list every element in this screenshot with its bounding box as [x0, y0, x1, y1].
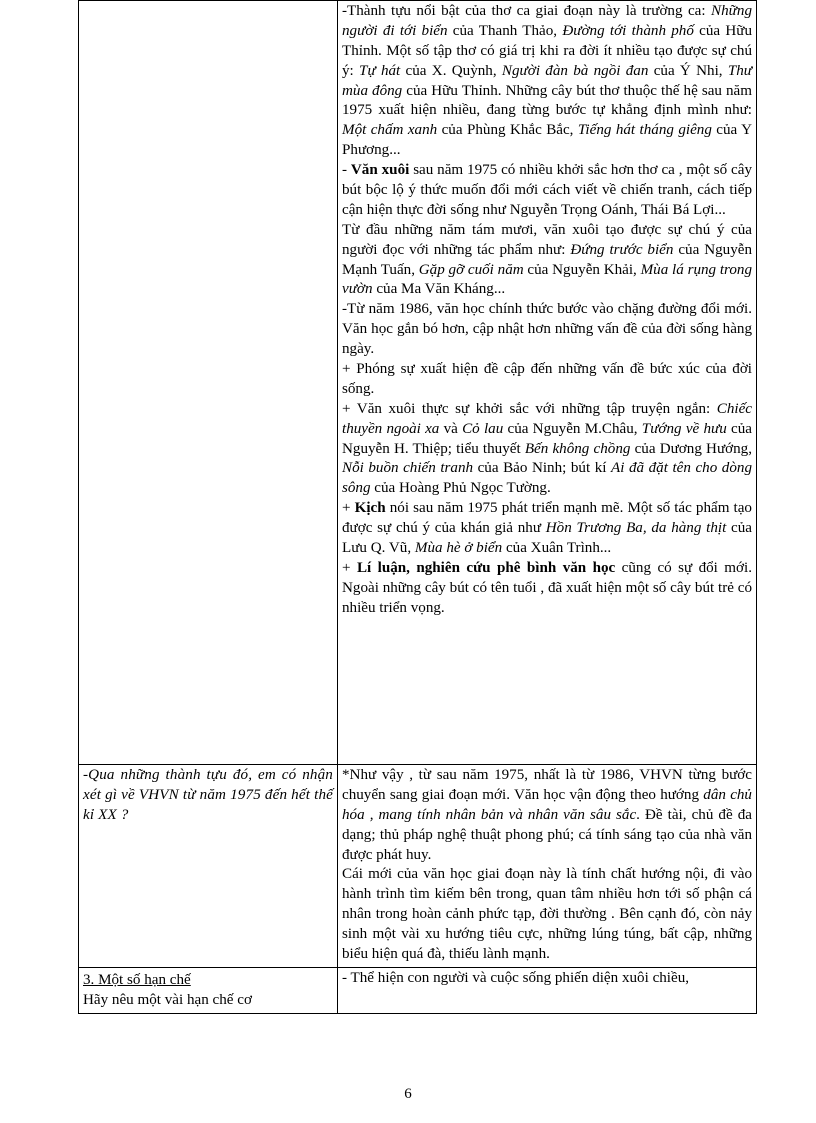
- text-run: của Nguyễn Mạnh Tuấn,: [342, 241, 752, 278]
- text-run: + Văn xuôi thực sự khởi sắc với những tập truyện ngắn:: [342, 400, 717, 417]
- text-run: -Từ năm 1986, văn học chính thức bước vào chặng đường đổi mới. Văn học gắn bó hơn, cập nhật hơn những vấn đề của đời sống hàng ngày.: [342, 301, 752, 358]
- paragraph: [342, 300, 752, 360]
- text-run: -Qua những thành tựu đó, em có nhận xét gì về VHVN từ năm 1975 đến hết thế kỉ XX ?: [83, 767, 333, 823]
- table-cell-right-answer: [338, 765, 757, 968]
- rich-text-block: [342, 766, 752, 965]
- text-run: Tướng về hưu: [641, 420, 727, 437]
- page-number: 6: [404, 1086, 412, 1102]
- text-run: của Xuân Trình...: [502, 540, 612, 557]
- paragraph: [342, 2, 752, 161]
- text-run: của Thanh Thảo,: [447, 22, 563, 39]
- text-run: +: [342, 500, 355, 517]
- paragraph: [83, 766, 333, 826]
- table-cell-left-question: [79, 765, 338, 968]
- text-run: cũng có sự đổi mới. Ngoài những cây bút có tên tuổi , đã xuất hiện một số cây bút trẻ có nhiều triển vọng.: [342, 559, 752, 616]
- text-run: + Phóng sự xuất hiện đề cập đến những vấn đề bức xúc của đời sống.: [342, 361, 752, 397]
- paragraph: [342, 499, 752, 559]
- text-run: nói sau năm 1975 phát triển mạnh mẽ. Một số tác phẩm tạo được sự chú ý của khán giả như: [342, 500, 752, 537]
- text-run: của Ma Văn Kháng...: [372, 281, 506, 298]
- left-column-blank: [83, 2, 333, 762]
- text-run: 3. Một số hạn chế: [83, 971, 191, 988]
- text-run: của Y Phương...: [342, 122, 752, 159]
- text-run: Mùa hè ở biển: [414, 540, 503, 557]
- text-run: Gặp gỡ cuối năm: [418, 261, 524, 278]
- table-row: [79, 1, 757, 765]
- text-run: Mùa lá rụng trong vườn: [342, 261, 752, 298]
- rich-text-block: [83, 766, 333, 826]
- text-run: của Nguyễn M.Châu,: [503, 420, 642, 437]
- text-run: Đứng trước biển: [570, 241, 674, 258]
- text-run: Cái mới của văn học giai đoạn này là tính chất hướng nội, đi vào hành trình tìm kiếm bên trong, quan tâm nhiều hơn tới số phận cá nhân trong hoàn cảnh phức tạp, đời thường . Bên cạnh đó, còn nảy sinh một vài xu hướng tiêu cực, những lúng túng, bất cập, những biểu hiện quá đà, thiếu lành mạnh.: [342, 866, 752, 963]
- text-run: . Đề tài, chủ đề đa dạng; thủ pháp nghệ thuật phong phú; cá tính sáng tạo của nhà văn được phát huy.: [342, 806, 752, 863]
- text-run: của X. Quỳnh,: [400, 62, 502, 79]
- text-run: Văn xuôi: [350, 162, 410, 179]
- text-run: Hãy nêu một vài hạn chế cơ: [83, 991, 252, 1008]
- text-run: Một chấm xanh: [342, 122, 438, 139]
- table-cell-left-section-heading: [79, 967, 338, 1013]
- text-run: của Phùng Khắc Bắc,: [437, 122, 578, 139]
- text-run: -Thành tựu nổi bật của thơ ca giai đoạn này là trường ca:: [342, 3, 712, 19]
- text-run: Ai đã đặt tên cho dòng sông: [342, 460, 752, 497]
- table-row: [79, 765, 757, 968]
- paragraph: [342, 559, 752, 619]
- text-run: Nỗi buồn chiến tranh: [342, 460, 474, 477]
- text-run: Tiếng hát tháng giêng: [577, 122, 712, 139]
- paragraph: [342, 360, 752, 400]
- text-run: -: [342, 162, 351, 179]
- text-run: và: [439, 420, 463, 437]
- table-cell-right-section-content: [338, 967, 757, 1013]
- text-run: của Dương Hướng,: [630, 440, 752, 457]
- paragraph: [342, 400, 752, 499]
- text-run: - Thể hiện con người và cuộc sống phiến diện xuôi chiều,: [342, 969, 690, 986]
- text-run: Đường tới thành phố: [562, 22, 694, 39]
- rich-text-block: [342, 969, 752, 989]
- text-run: Những người đi tới biển: [342, 3, 752, 39]
- text-run: Bến không chồng: [524, 440, 631, 457]
- text-run: của Hữu Thỉnh. Những cây bút thơ thuộc thế hệ sau năm 1975 xuất hiện nhiều, đang từng bước tự khẳng định mình như:: [342, 82, 752, 119]
- paragraph: [342, 221, 752, 301]
- text-run: Kịch: [354, 500, 386, 517]
- text-run: Hồn Trương Ba, da hàng thịt: [545, 520, 727, 537]
- paragraph: [342, 766, 752, 865]
- text-run: Từ đầu những năm tám mươi, văn xuôi tạo được sự chú ý của người đọc với những tác phẩm như:: [342, 221, 752, 258]
- rich-text-block: [83, 971, 333, 1011]
- paragraph: [342, 969, 752, 989]
- table-cell-right-content: [338, 1, 757, 765]
- text-run: của Bảo Ninh; bút kí: [473, 460, 612, 477]
- text-run: của Hoàng Phủ Ngọc Tường.: [370, 480, 551, 497]
- text-run: của Nguyễn H. Thiệp; tiểu thuyết: [342, 420, 752, 457]
- text-run: +: [342, 559, 357, 576]
- rich-text-block: [342, 2, 752, 619]
- content-table: [78, 0, 757, 1014]
- table-cell-left-questions: [79, 1, 338, 765]
- text-run: sau năm 1975 có nhiều khởi sắc hơn thơ ca , một số cây bút bộc lộ ý thức muốn đổi mới cách viết về chiến tranh, cách tiếp cận hiện thực đời sống như Nguyễn Trọng Oánh, Thái Bá Lợi...: [342, 162, 752, 218]
- text-run: Chiếc thuyền ngoài xa: [342, 400, 752, 437]
- text-run: Người đàn bà ngồi đan: [501, 62, 649, 79]
- text-run: của Ý Nhi,: [648, 62, 728, 79]
- text-run: Cỏ lau: [462, 420, 504, 437]
- text-run: của Hữu Thỉnh. Một số tập thơ có giá trị khi ra đời ít nhiều tạo được sự chú ý:: [342, 22, 753, 79]
- text-run: Thư mùa đông: [342, 62, 753, 99]
- text-run: Lí luận, nghiên cứu phê bình văn học: [356, 559, 616, 576]
- paragraph: [342, 161, 752, 221]
- text-run: của Nguyễn Khải,: [523, 261, 641, 278]
- paragraph: [342, 865, 752, 964]
- paragraph: [83, 991, 333, 1011]
- text-run: *Như vậy , từ sau năm 1975, nhất là từ 1986, VHVN từng bước chuyển sang giai đoạn mới. Văn học vận động theo hướng: [342, 767, 752, 803]
- text-run: dân chủ hóa , mang tính nhân bản và nhân văn sâu sắc: [342, 786, 752, 823]
- text-run: Tự hát: [359, 62, 401, 79]
- table-row: [79, 967, 757, 1013]
- paragraph: [83, 971, 333, 991]
- text-run: của Lưu Q. Vũ,: [342, 520, 752, 557]
